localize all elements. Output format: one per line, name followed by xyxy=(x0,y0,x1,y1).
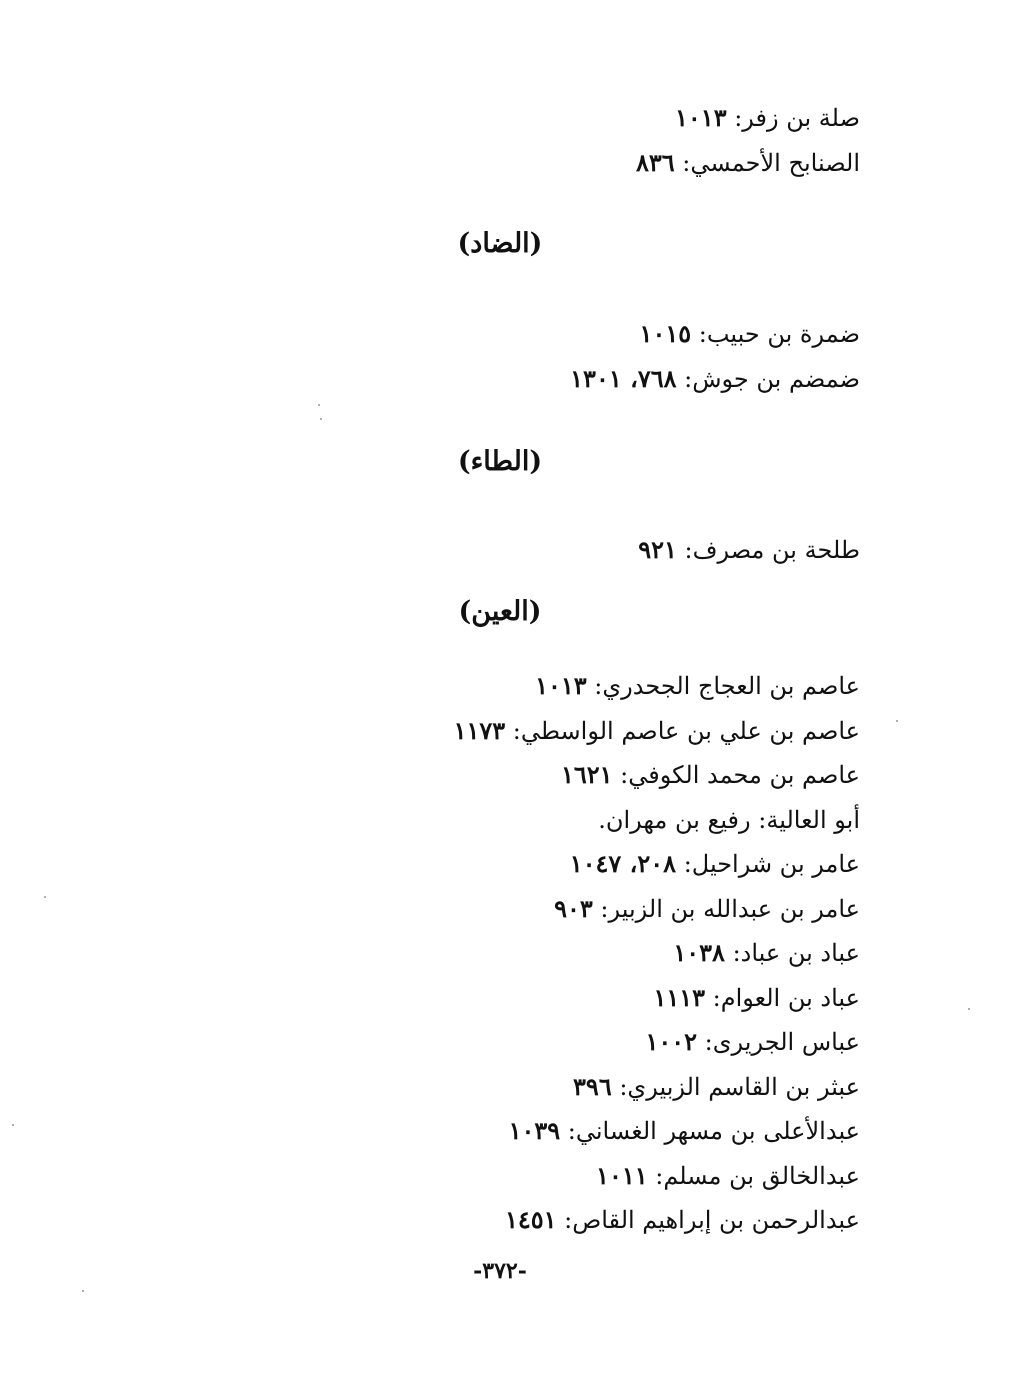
scan-speck xyxy=(896,720,898,722)
scan-speck xyxy=(968,1008,970,1010)
index-entry: ضمضم بن جوش: ٧٦٨، ١٣٠١ xyxy=(570,363,860,393)
index-entry: عباس الجريرى: ١٠٠٢ xyxy=(645,1027,860,1056)
entries-ayn xyxy=(300,664,860,1243)
index-entry: عباد بن عباد: ١٠٣٨ xyxy=(673,938,860,967)
index-entry: ضمرة بن حبيب: ١٠١٥ xyxy=(639,319,860,348)
index-entry: عبدالرحمن بن إبراهيم القاص: ١٤٥١ xyxy=(504,1205,860,1234)
index-entry: عبدالخالق بن مسلم: ١٠١١ xyxy=(596,1160,860,1190)
section-heading: (الطاء) xyxy=(457,446,543,477)
index-entry: صلة بن زفر: ١٠١٣ xyxy=(675,103,860,132)
index-entry: عاصم بن العجاج الجحدري: ١٠١٣ xyxy=(535,671,860,700)
section-heading: (الضاد) xyxy=(457,228,543,259)
entries-dad xyxy=(300,312,860,401)
scan-speck xyxy=(320,418,322,420)
index-entry: طلحة بن مصرف: ٩٢١ xyxy=(638,535,860,564)
index-entry: عباد بن العوام: ١١١٣ xyxy=(653,982,860,1012)
entries-sad xyxy=(300,96,860,185)
section-heading: (العين) xyxy=(458,596,542,627)
index-entry: عامر بن شراحيل: ٢٠٨، ١٠٤٧ xyxy=(569,849,860,878)
index-entry: عاصم بن علي بن عاصم الواسطي: ١١٧٣ xyxy=(453,715,860,745)
scan-speck xyxy=(44,896,46,898)
page-number: -٣٧٢- xyxy=(473,1258,527,1284)
index-entry: الصنابح الأحمسي: ٨٣٦ xyxy=(635,147,860,177)
scan-speck xyxy=(82,1290,84,1292)
index-entry: عبثر بن القاسم الزبيري: ٣٩٦ xyxy=(573,1071,860,1101)
index-entry: عاصم بن محمد الكوفي: ١٦٢١ xyxy=(560,760,860,789)
scan-speck xyxy=(12,1124,14,1126)
entries-ta xyxy=(300,528,860,573)
index-entry: أبو العالية: رفيع بن مهران. xyxy=(598,805,860,834)
scan-speck xyxy=(318,404,320,406)
index-entry: عبدالأعلى بن مسهر الغساني: ١٠٣٩ xyxy=(508,1116,860,1145)
index-entry: عامر بن عبدالله بن الزبير: ٩٠٣ xyxy=(554,893,860,923)
